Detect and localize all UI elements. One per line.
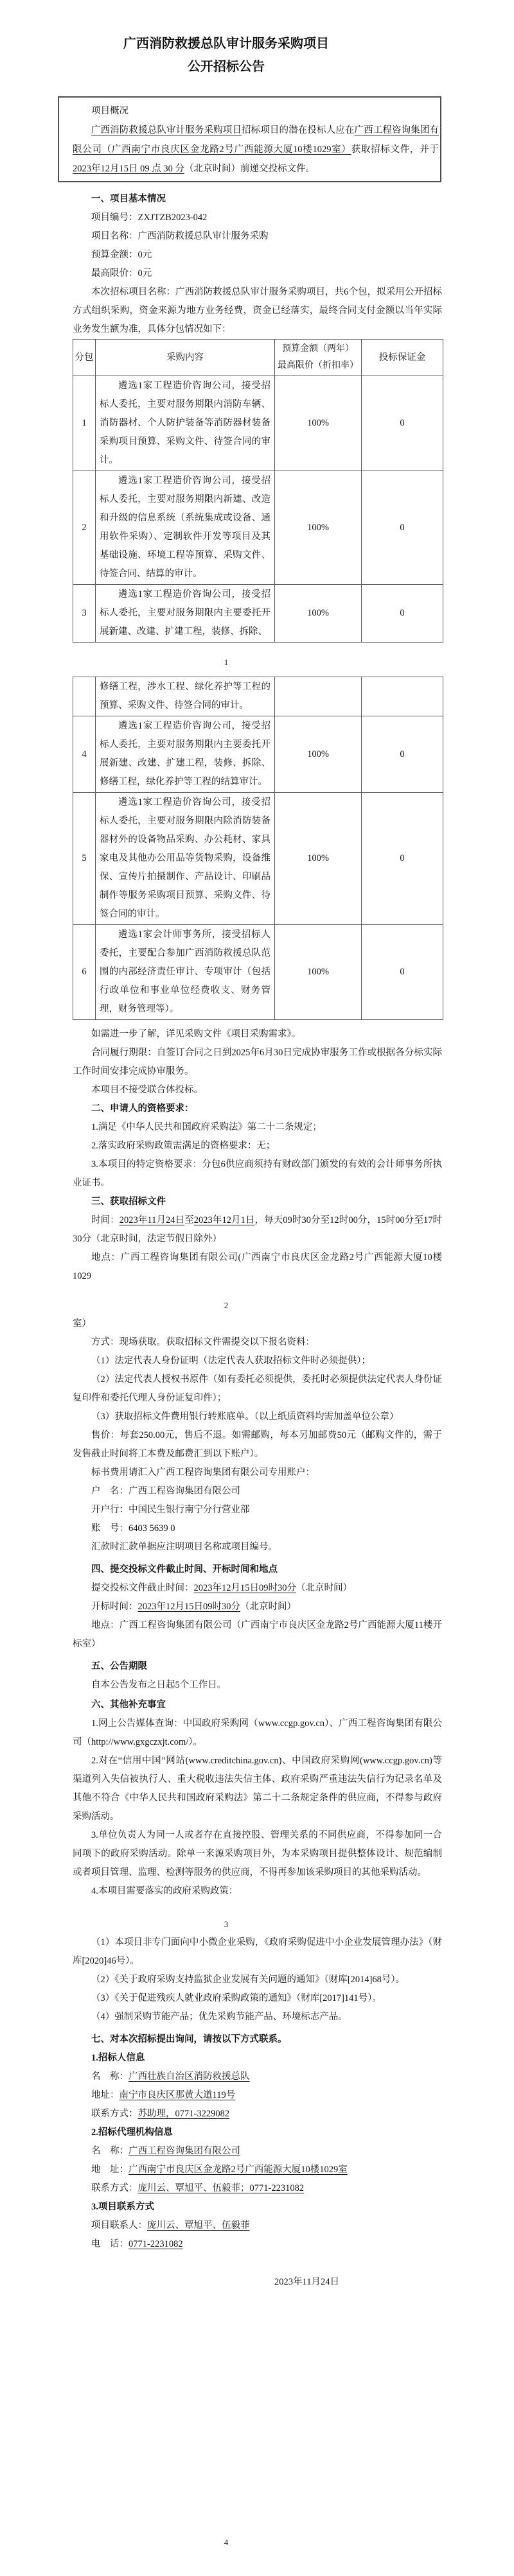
lot6-budget: 100% <box>275 925 362 1020</box>
policy-item2: （2）《关于政府采购支持监狱企业发展有关问题的通知》（财库[2014]68号）。 <box>91 1975 405 1985</box>
document-price: 售价：每套250.00元，售后不退。如需邮购，每本另加邮费50元（邮购文件的，需于发售截止时间将工本费及邮费汇到以下账户）。 <box>73 1430 442 1459</box>
bid-opening-value: 2023年12月15日09时30分 <box>137 1602 240 1612</box>
account-bank: 开户行：中国民生银行南宁分行营业部 <box>91 1505 250 1515</box>
table-row-lot5 <box>73 793 443 925</box>
lot4-deposit: 0 <box>362 716 443 793</box>
lot3-deposit: 0 <box>362 585 443 643</box>
lot6-no: 6 <box>73 925 96 1020</box>
qualification-item3: 3.本项目的特定资格要求：分包6供应商须持有财政部门颁发的有效的会计师事务所执业证书。 <box>73 1159 442 1188</box>
announcement-period: 自本公告发布之日起5个工作日。 <box>91 1680 227 1690</box>
agency-name <box>73 2142 442 2161</box>
overview-text-1: 招标项目的潜在投标人应在 <box>242 125 355 135</box>
lot2-deposit: 0 <box>362 471 443 585</box>
section5-heading: 五、公告期限 <box>91 1661 147 1672</box>
account-number: 账 号：6403 5639 0 <box>91 1523 175 1534</box>
project-contact-heading: 3.项目联系方式 <box>91 2202 154 2212</box>
overview-project-name: 广西消防救援总队审计服务采购项目 <box>91 125 242 135</box>
submission-deadline-label: 提交投标文件截止时间： <box>91 1583 194 1593</box>
lot3-no-empty <box>73 677 96 716</box>
lot5-deposit: 0 <box>362 793 443 925</box>
lot2-content: 遴选1家工程造价咨询公司，接受招标人委托，主要对服务期限内新建、改造和升级的信息系统（系统集成或设备、通用软件采购）、定制软件开发等项目及其基础设施、环境工程等预算、采购文件、待签合同、结算的审计。 <box>96 471 275 585</box>
contract-period: 合同履行期限：自签订合同之日到2025年6月30日完成协审服务工作或根据各分标实际工作时间安排完成协审服务。 <box>73 1048 442 1076</box>
overview-text-2: 获取招标文件，并于 <box>351 144 439 155</box>
qualification-item1: 1.满足《中华人民共和国政府采购法》第二十二条规定； <box>91 1122 322 1132</box>
col-header-budget-line2: 最高限价（折扣率） <box>278 361 359 370</box>
agency-address <box>73 2161 442 2179</box>
table-row-lot1 <box>73 376 443 471</box>
max-price: 最高限价：0元 <box>91 268 152 279</box>
lot3-content-part1: 遴选1家工程造价咨询公司，接受招标人委托，主要对服务期限内主要委托开展新建、改建、扩建工程，装修、拆除、 <box>96 585 275 643</box>
bid-opening-time <box>73 1598 442 1616</box>
col-header-budget-line1: 预算金额（两年） <box>282 344 354 354</box>
submission-deadline-value: 2023年12月15日09时30分 <box>193 1583 296 1593</box>
project-contact-label: 项目联系人： <box>91 2220 147 2231</box>
required-doc2: （2）法定代表人授权书原件（如有委托必须提供，委托时必须提供法定代表人身份证复印件和委托代理人身份证复印件）； <box>73 1374 442 1403</box>
project-phone-value: 0771-2231082 <box>128 2239 183 2249</box>
overview-agency-address: 广西工程咨询集团有限公司（广西南宁市良庆区金龙路2号广西能源大厦10楼1029室） <box>73 125 439 155</box>
project-number: 项目编号：ZXJTZB2023-042 <box>91 212 208 223</box>
lot1-deposit: 0 <box>362 376 443 471</box>
col-header-budget <box>275 340 362 376</box>
document-title <box>0 0 452 78</box>
no-consortium-note: 本项目不接受联合体投标。 <box>91 1085 203 1095</box>
lot6-content: 遴选1家会计师事务所，接受招标人委托，主要配合参加广西消防救援总队范围的内部经济责任审计、专项审计（包括行政单位和事业单位经费收支、财务管理，财务管理等）。 <box>96 925 275 1020</box>
supplement-item2: 2.对在“信用中国”网站(www.creditchina.gov.cn)、中国政府采购网(www.ccgp.gov.cn)等渠道列入失信被执行人、重大税收违法失信主体、政府采购严重违法失信行为记录名单及其他不符合《中华人民共和国政府采购法》第二十二条规定条件的供应商，不得参与政府采购活动。 <box>73 1756 442 1822</box>
lot1-budget: 100% <box>275 376 362 471</box>
lot3-no: 3 <box>73 585 96 643</box>
document-title-line2: 公开招标公告 <box>188 60 265 74</box>
agency-info-heading: 2.招标代理机构信息 <box>91 2127 173 2138</box>
submission-deadline <box>73 1579 442 1598</box>
section1-heading: 一、项目基本情况 <box>91 194 166 204</box>
lot-table-page2 <box>73 677 443 1020</box>
supplement-item4: 4.本项目需要落实的政府采购政策： <box>91 1886 238 1896</box>
page-number-1: 1 <box>224 657 229 667</box>
overview-deadline: 2023年12月15日 09 点 30 分 <box>73 164 184 174</box>
project-contact-person <box>73 2217 442 2235</box>
section7-heading: 七、对本次招标提出询问，请按以下方式联系。 <box>91 2034 287 2044</box>
lot2-no: 2 <box>73 471 96 585</box>
budget-amount: 预算金额：0元 <box>91 250 152 260</box>
obtain-place-part2: 室） <box>73 1318 91 1329</box>
obtain-time-to: 至 <box>184 1215 194 1225</box>
agency-address-label: 地 址： <box>91 2165 128 2175</box>
project-contact-value: 庞川云、覃旭平、伍毅菲 <box>147 2220 250 2231</box>
table-row-lot4 <box>73 716 443 793</box>
col-header-deposit: 投标保证金 <box>362 340 443 376</box>
required-doc1: （1）法定代表人身份证明（法定代表人获取招标文件时必须提供）； <box>91 1356 371 1366</box>
tenderer-contact-value: 苏助理，0771-3229082 <box>137 2109 230 2119</box>
lot3-budget-empty <box>275 677 362 716</box>
table-row-lot3-continued <box>73 677 443 716</box>
tenderer-address-label: 地址： <box>91 2090 120 2100</box>
obtain-place-part1: 地点：广西工程咨询集团有限公司(广西南宁市良庆区金龙路2号广西能源大厦10楼1029 <box>73 1252 442 1281</box>
lot1-no: 1 <box>73 376 96 471</box>
bid-opening-tail: （北京时间） <box>240 1602 296 1612</box>
section6-heading: 六、其他补充事宜 <box>91 1700 166 1710</box>
project-overview-box <box>58 96 441 182</box>
tenderer-name-label: 名 称： <box>91 2071 128 2082</box>
lot5-no: 5 <box>73 793 96 925</box>
agency-contact-label: 联系方式： <box>91 2183 138 2193</box>
lot5-content: 遴选1家工程造价咨询公司，接受招标人委托，主要对服务期限内除消防装备器材外的设备物品采购、办公耗材、家具家电及其他办公用品等货物采购，设备维保、宣传片拍摄制作、产品设计、印刷品制作等服务采购项目预算、采购文件、待签合同的审计。 <box>96 793 275 925</box>
tenderer-info-heading: 1.招标人信息 <box>91 2053 145 2063</box>
bid-opening-label: 开标时间： <box>91 1602 138 1612</box>
agency-address-value: 广西南宁市良庆区金龙路2号广西能源大厦10楼1029室 <box>128 2165 348 2175</box>
lot6-deposit: 0 <box>362 925 443 1020</box>
agency-contact-value: 庞川云、覃旭平、伍毅菲；0771-2231082 <box>137 2183 305 2193</box>
overview-text-3: （北京时间）前递交投标文件。 <box>184 164 315 174</box>
required-doc3: （3）获取招标文件费用银行转账底单。（以上纸质资料均需加盖单位公章） <box>91 1412 399 1422</box>
table-row-lot3 <box>73 585 443 643</box>
lot4-budget: 100% <box>275 716 362 793</box>
policy-item4: （4）强制采购节能产品；优先采购节能产品、环境标志产品。 <box>91 2012 348 2022</box>
tenderer-address <box>73 2086 442 2105</box>
account-name: 户 名：广西工程咨询集团有限公司 <box>91 1486 240 1496</box>
page-number-2: 2 <box>224 1301 229 1310</box>
section2-heading: 二、申请人的资格要求： <box>91 1103 194 1114</box>
lot2-budget: 100% <box>275 471 362 585</box>
policy-item3: （3）《关于促进残疾人就业政府采购政策的通知》（财库[2017]141号）。 <box>91 1993 382 2003</box>
agency-contact <box>73 2179 442 2198</box>
obtain-method: 方式：现场获取。获取招标文件需提交以下报名资料： <box>91 1337 315 1347</box>
lot-table-header-row <box>73 340 443 376</box>
obtain-time-end: 2023年12月1日 <box>193 1215 255 1225</box>
submission-deadline-tail: （北京时间） <box>296 1583 352 1593</box>
col-header-lot: 分包 <box>73 340 96 376</box>
tenderer-address-value: 南宁市良庆区那黄大道119号 <box>119 2090 236 2100</box>
policy-item1: （1）本项目非专门面向中小微企业采购，《政府采购促进中小企业发展管理办法》（财库[2020]46号）。 <box>73 1937 442 1966</box>
tenderer-name <box>73 2068 442 2086</box>
project-phone-label: 电 话： <box>91 2239 128 2249</box>
lot3-content-part2: 修缮工程，涉水工程、绿化养护等工程的预算、采购文件、待签合同的审计。 <box>96 677 275 716</box>
lot5-budget: 100% <box>275 793 362 925</box>
tenderer-contact-label: 联系方式： <box>91 2109 138 2119</box>
qualification-item2: 2.落实政府采购政策需满足的资格要求：无； <box>91 1141 276 1151</box>
project-intro: 本次招标项目名称：广西消防救援总队审计服务采购项目，共6个包，拟采用公开招标方式组织采购，资金来源为地方业务经费，资金已经落实，最终合同支付金额以当年实际业务发生额为准，具体分包情况如下： <box>73 287 442 334</box>
lot3-deposit-empty <box>362 677 443 716</box>
obtain-time-label: 时间： <box>91 1215 120 1225</box>
bid-opening-place: 地点：广西工程咨询集团有限公司（广西南宁市良庆区金龙路2号广西能源大厦11楼开标室） <box>73 1620 442 1649</box>
page-number-3: 3 <box>224 1919 229 1929</box>
table-row-lot6 <box>73 925 443 1020</box>
lot3-budget: 100% <box>275 585 362 643</box>
obtain-time-detail: ，每天09时30分至12时00分，15时00分至17时30分（北京时间，法定节假日除外） <box>73 1215 443 1244</box>
project-phone <box>73 2235 442 2254</box>
remit-note: 汇款时汇款单据应注明项目名称或项目编号。 <box>91 1542 278 1552</box>
announcement-date: 2023年11月24日 <box>274 2277 339 2287</box>
page-number-4: 4 <box>224 2537 229 2547</box>
lot4-content: 遴选1家工程造价咨询公司，接受招标人委托，主要对服务期限内主要委托开展新建、改建、扩建工程，装修、拆除、修缮工程，绿化养护等工程的结算审计。 <box>96 716 275 793</box>
lot4-no: 4 <box>73 716 96 793</box>
section4-heading: 四、提交投标文件截止时间、开标时间和地点 <box>91 1564 278 1575</box>
supplement-item1: 1.网上公告媒体查询：中国政府采购网（www.ccgp.gov.cn）、广西工程咨询集团有限公司（http://www.gxgczxjt.com/）。 <box>73 1718 442 1747</box>
supplement-item3: 3.单位负责人为同一人或者存在直接控股、管理关系的不同供应商，不得参加同一合同项下的政府采购活动。除单一来源采购项目外，为本采购项目提供整体设计、规范编制或者项目管理、监理、检测等服务的供应商，不得再参加该采购项目的其他采购活动。 <box>73 1830 442 1878</box>
agency-name-value: 广西工程咨询集团有限公司 <box>128 2146 240 2156</box>
obtain-time-start: 2023年11月24日 <box>119 1215 185 1225</box>
lot-table-page1 <box>73 339 443 643</box>
agency-name-label: 名 称： <box>91 2146 128 2156</box>
more-info-note: 如需进一步了解，详见采购文件《项目采购需求》。 <box>91 1029 301 1039</box>
table-row-lot2 <box>73 471 443 585</box>
col-header-content: 采购内容 <box>96 340 275 376</box>
lot1-content: 遴选1家工程造价咨询公司，接受招标人委托，主要对服务期限内消防车辆、消防器材、个人防护装备等消防器材装备采购项目预算、采购文件、待签合同的审计。 <box>96 376 275 471</box>
overview-paragraph <box>73 121 439 178</box>
account-intro: 标书费用请汇入广西工程咨询集团有限公司专用账户： <box>91 1467 315 1478</box>
tenderer-name-value: 广西壮族自治区消防救援总队 <box>128 2071 250 2082</box>
overview-heading: 项目概况 <box>91 106 128 116</box>
document-title-line1: 广西消防救援总队审计服务采购项目 <box>123 37 329 51</box>
project-name: 项目名称：广西消防救援总队审计服务采购 <box>91 231 269 241</box>
obtain-time <box>73 1211 442 1249</box>
section3-heading: 三、获取招标文件 <box>91 1197 166 1207</box>
tenderer-contact <box>73 2105 442 2123</box>
